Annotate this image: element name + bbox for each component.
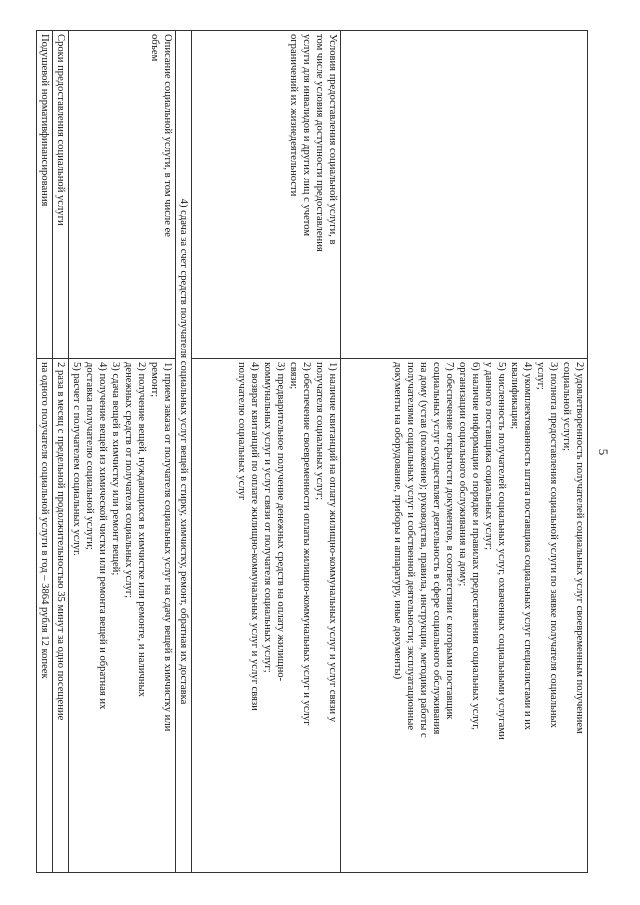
text-line: 3) полнота предоставления социальной услуги по заявке получателя социальных [548,362,559,728]
text-line: 4) получение вещей из химической чистки или ремонта вещей и обратная их [97,362,108,710]
table-cell-left [37,31,53,359]
text-line: ограничений их жизнедеятельности [288,34,299,197]
text-line: Условия предоставления социальной услуги, в [327,34,338,245]
text-line: получателя социальных услуг; [314,362,325,501]
text-line: доставка получателю социальной услуги; [84,362,95,550]
text-line: 1) прием заказа от получателя социальных услуг на сдачу вещей в химчистку или [162,362,173,732]
text-line: социальной услуги; [561,362,572,452]
table-row [341,31,588,873]
text-line: 5) численность получателей социальных услуг, охваченных социальными услугами [496,362,507,740]
table-row [192,31,341,873]
page-number: 5 [596,448,611,456]
text-line: 4) укомплектованность штата поставщика социальных услуг специалистами и их [522,362,533,731]
text-line: объем [149,34,160,62]
text-line: 2) получение вещей, нуждающихся в химчистке или ремонте, и наличных [136,362,147,697]
text-line: денежных средств от получателя социальных услуг; [123,362,134,599]
section-title: 4) сдача за счет средств получателя социальных услуг вещей в стирку, химчистку, ремонт, обратная их доставка [176,31,192,873]
table-cell-right [192,359,341,873]
table-cell-left [341,31,588,359]
text-line: том числе условия доступности предоставления [314,34,325,252]
text-line: 6) наличие информации о порядке и правилах предоставления социальных услуг, [470,362,481,730]
table-cell-left [192,31,341,359]
table-row [53,31,69,873]
text-line: 3) сдача вещей в химчистку или ремонт вещей; [110,362,121,576]
table-cell-left [69,31,176,359]
text-line: социальных услуг осуществляет деятельность в сфере социального обслуживания [431,362,442,735]
text-line: связи; [288,362,299,390]
table-cell-right [69,359,176,873]
text-line: документы на оборудование, приборы и аппаратуру, иные документы) [392,362,403,680]
text-line: 7) обеспечение открытости документов, в соответствии с которыми поставщик [444,362,455,720]
social-service-table [36,30,588,873]
table-cell-right [37,359,53,873]
text-line: квалификация; [509,362,520,430]
text-line: 2 раза в месяц с предельной продолжительностью 35 минут за одно посещение [55,362,66,721]
text-line: Сроки предоставления социальной услуги [55,34,66,226]
table-cell-right [341,359,588,873]
text-line: 1) наличие квитанций на оплату жилищно-коммунальных услуг и услуг связи у [327,362,338,723]
text-line: Подушевой нормативфинансирования [39,34,50,207]
text-line: организации социального обслуживания на дому; [457,362,468,587]
text-line: услуг; [535,362,546,390]
text-line: Описание социальной услуги, в том числе ее [162,34,173,237]
table-cell-right [53,359,69,873]
text-line: на дому (устав (положение); руководства, правила, инструкции, методики работы с [418,362,429,738]
text-line: 5) расчет с получателем социальных услуг. [71,362,82,556]
text-line: у данного поставщика социальных услуг; [483,362,494,551]
text-line: 4) возврат квитанций по оплате жилищно-коммунальных услуг и услуг связи [249,362,260,711]
text-line: коммунальных услуг и услуг связи от получателя социальных услуг; [262,362,273,673]
table-row [37,31,53,873]
text-line: услуги для инвалидов и других лиц с учетом [301,34,312,237]
rotated-table-container [28,30,588,872]
text-line: ремонт; [149,362,160,398]
text-line: 3) предварительное получение денежных средств на оплату жилищно- [275,362,286,682]
section-title-row [176,31,192,873]
text-line: получателю социальных услуг [236,362,247,501]
text-line: получателями социальных услуг и собственной деятельности; эксплуатационные [405,362,416,731]
text-line: на одного получателя социальной услуги в год – 3864 рубля 12 копеек [39,362,50,679]
table-row [69,31,176,873]
text-line: 2) удовлетворенность получателей социальных услуг своевременным получением [574,362,585,734]
table-cell-left [53,31,69,359]
text-line: 2) обеспечение своевременности оплаты жилищно-коммунальных услуг и услуг [301,362,312,726]
